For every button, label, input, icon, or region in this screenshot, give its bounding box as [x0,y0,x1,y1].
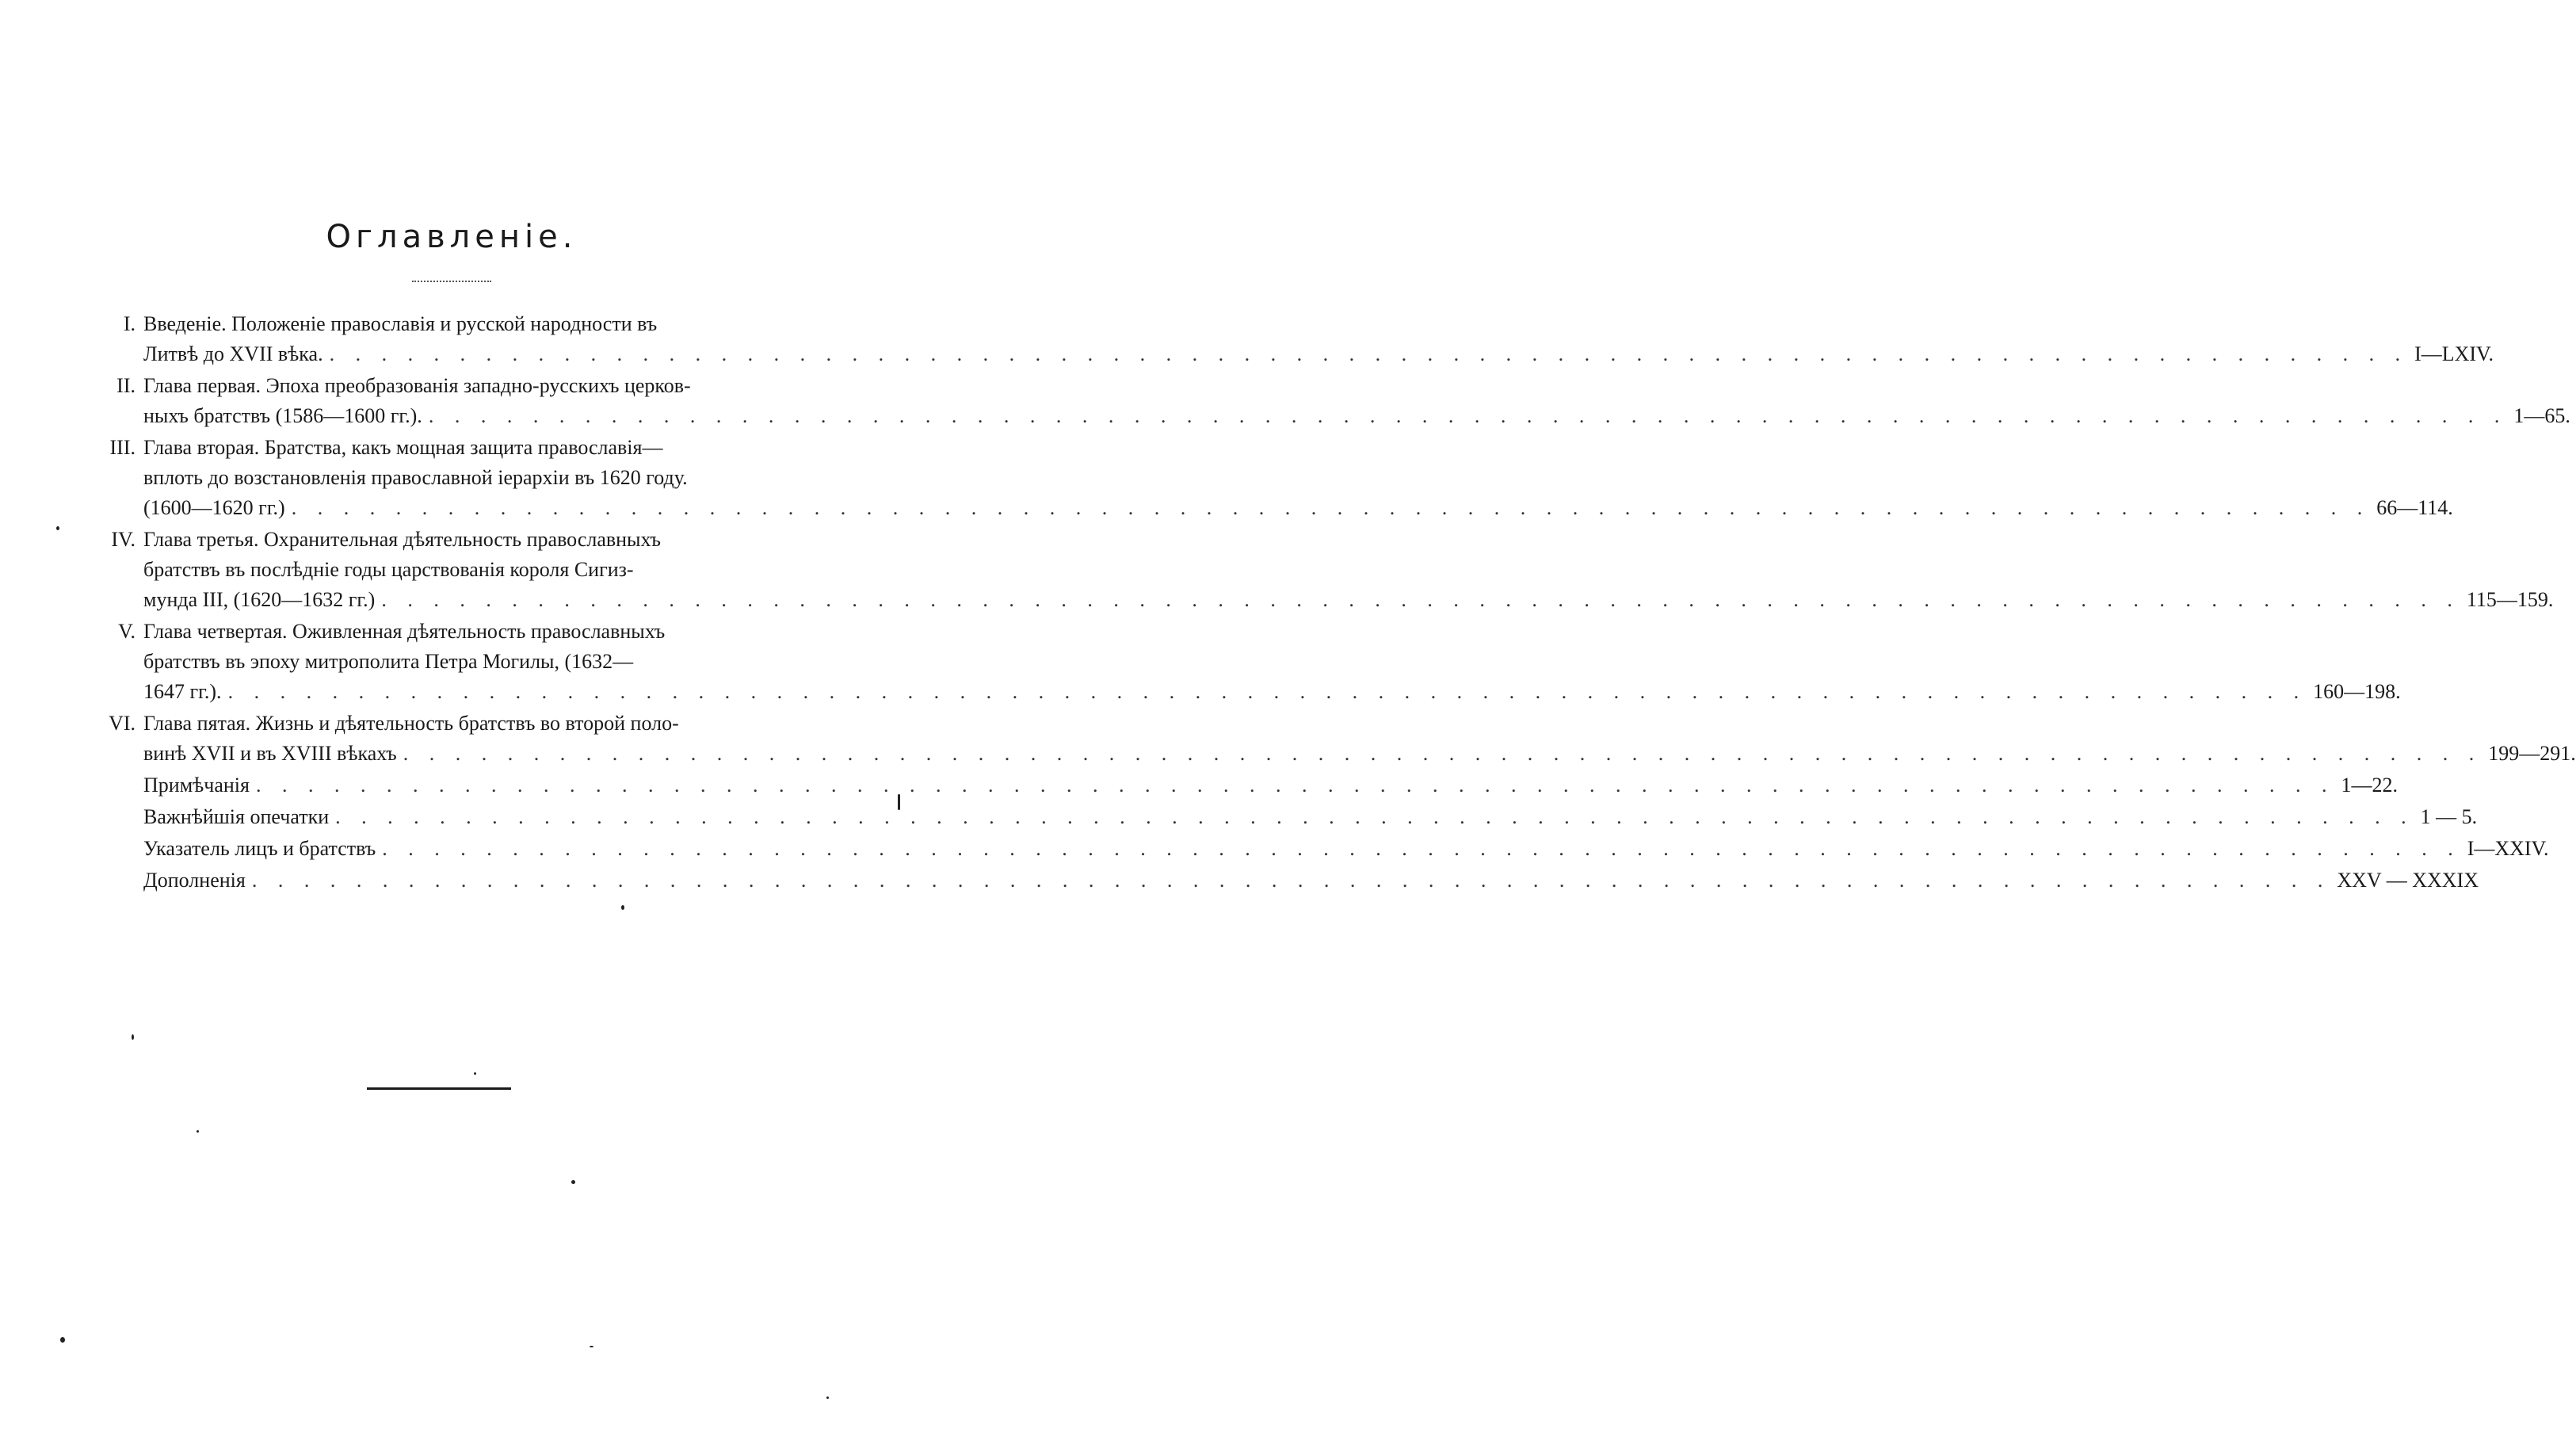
toc-entry [103,309,2494,369]
scan-speck [590,1346,593,1347]
leader-dots [330,339,2409,369]
entry-line: вплоть до возстановленія православной іерархіи въ 1620 году. [143,466,688,489]
page-title: Оглавленіе. [326,219,578,255]
entry-body [143,433,2453,523]
leader-dots [228,677,2307,707]
entry-body [143,525,2553,615]
entry-last-line [143,585,2553,615]
entry-body [143,617,2401,707]
leader-dots [382,834,2461,864]
scan-speck [474,1072,476,1075]
entry-body [143,709,2576,769]
table-of-contents [103,309,2576,897]
entry-last-line [143,493,2453,523]
entry-pages: 160—198. [2313,680,2401,703]
leader-dots [403,739,2483,769]
entry-number: IV. [111,528,135,551]
leader-dots [252,865,2331,896]
entry-last-line [143,834,2548,864]
toc-entry [103,709,2576,769]
leader-dots [292,493,2371,523]
entry-number: II. [116,374,135,397]
entry-body [143,371,2570,431]
scan-speck [571,1180,575,1184]
entry-line: братствъ въ эпоху митрополита Петра Могилы, (1632— [143,650,634,673]
entry-last-line [143,865,2479,896]
leader-dots [256,770,2335,800]
scan-speck [898,794,900,810]
entry-pages: 1—22. [2341,774,2398,797]
entry-line: Введеніе. Положеніе православія и русской народности въ [143,312,658,335]
entry-last-line [143,770,2398,800]
toc-entry [103,525,2554,615]
closing-rule [367,1087,511,1090]
toc-extra-entry [103,802,2478,832]
entry-number: VI. [109,712,135,735]
entry-last-line [143,739,2576,769]
entry-text: 1647 гг.). [143,680,222,703]
title-ornament [412,281,491,284]
entry-text: Дополненія [143,869,246,892]
scan-speck [132,1034,134,1040]
entry-pages: 199—291. [2488,742,2576,765]
entry-text: мунда III, (1620—1632 гг.) [143,588,376,611]
entry-last-line [143,339,2494,369]
entry-text: Указатель лицъ и братствъ [143,837,376,860]
entry-line: Глава третья. Охранительная дѣятельность православныхъ [143,528,661,551]
entry-pages: I—XXIV. [2467,837,2549,860]
entry-text: ныхъ братствъ (1586—1600 гг.). [143,404,422,427]
entry-number: I. [123,312,135,335]
toc-extra-entry [103,834,2549,864]
toc-entry [103,371,2570,431]
entry-pages: 115—159. [2466,588,2554,611]
leader-dots [381,585,2460,615]
entry-text: Важнѣйшія опечатки [143,805,330,828]
toc-entry [103,433,2453,523]
entry-pages: 1—65. [2513,404,2570,427]
entry-line: братствъ въ послѣдніе годы царствованія короля Сигиз- [143,558,634,581]
entry-line: Глава четвертая. Оживленная дѣятельность православныхъ [143,620,666,643]
scan-speck [197,1130,199,1133]
entry-number: III. [109,436,135,459]
toc-entry [103,617,2401,707]
scan-speck [60,1337,65,1343]
entry-text: винѣ XVII и въ XVIII вѣкахъ [143,742,397,765]
entry-line: Глава первая. Эпоха преобразованія западно-русскихъ церков- [143,374,691,397]
toc-extra-entry [103,770,2398,800]
entry-last-line [143,677,2401,707]
entry-line: Глава пятая. Жизнь и дѣятельность братствъ во второй поло- [143,712,679,735]
scan-speck [56,526,59,530]
entry-text: (1600—1620 гг.) [143,496,285,519]
entry-text: Примѣчанія [143,774,250,797]
entry-last-line [143,802,2477,832]
entry-pages: 1 — 5. [2420,805,2478,828]
entry-number: V. [118,620,135,643]
entry-pages: 66—114. [2376,496,2453,519]
entry-text: Литвѣ до XVII вѣка. [143,342,323,365]
scan-speck [621,905,624,910]
leader-dots [335,802,2414,832]
entry-line: Глава вторая. Братства, какъ мощная защита православія— [143,436,663,459]
entry-pages: XXV — XXXIX [2337,869,2479,892]
scan-speck [826,1397,829,1399]
leader-dots [429,401,2508,431]
entry-body [143,309,2494,369]
entry-pages: I—LXIV. [2414,342,2494,365]
entry-last-line [143,401,2570,431]
toc-extra-entry [103,865,2479,896]
